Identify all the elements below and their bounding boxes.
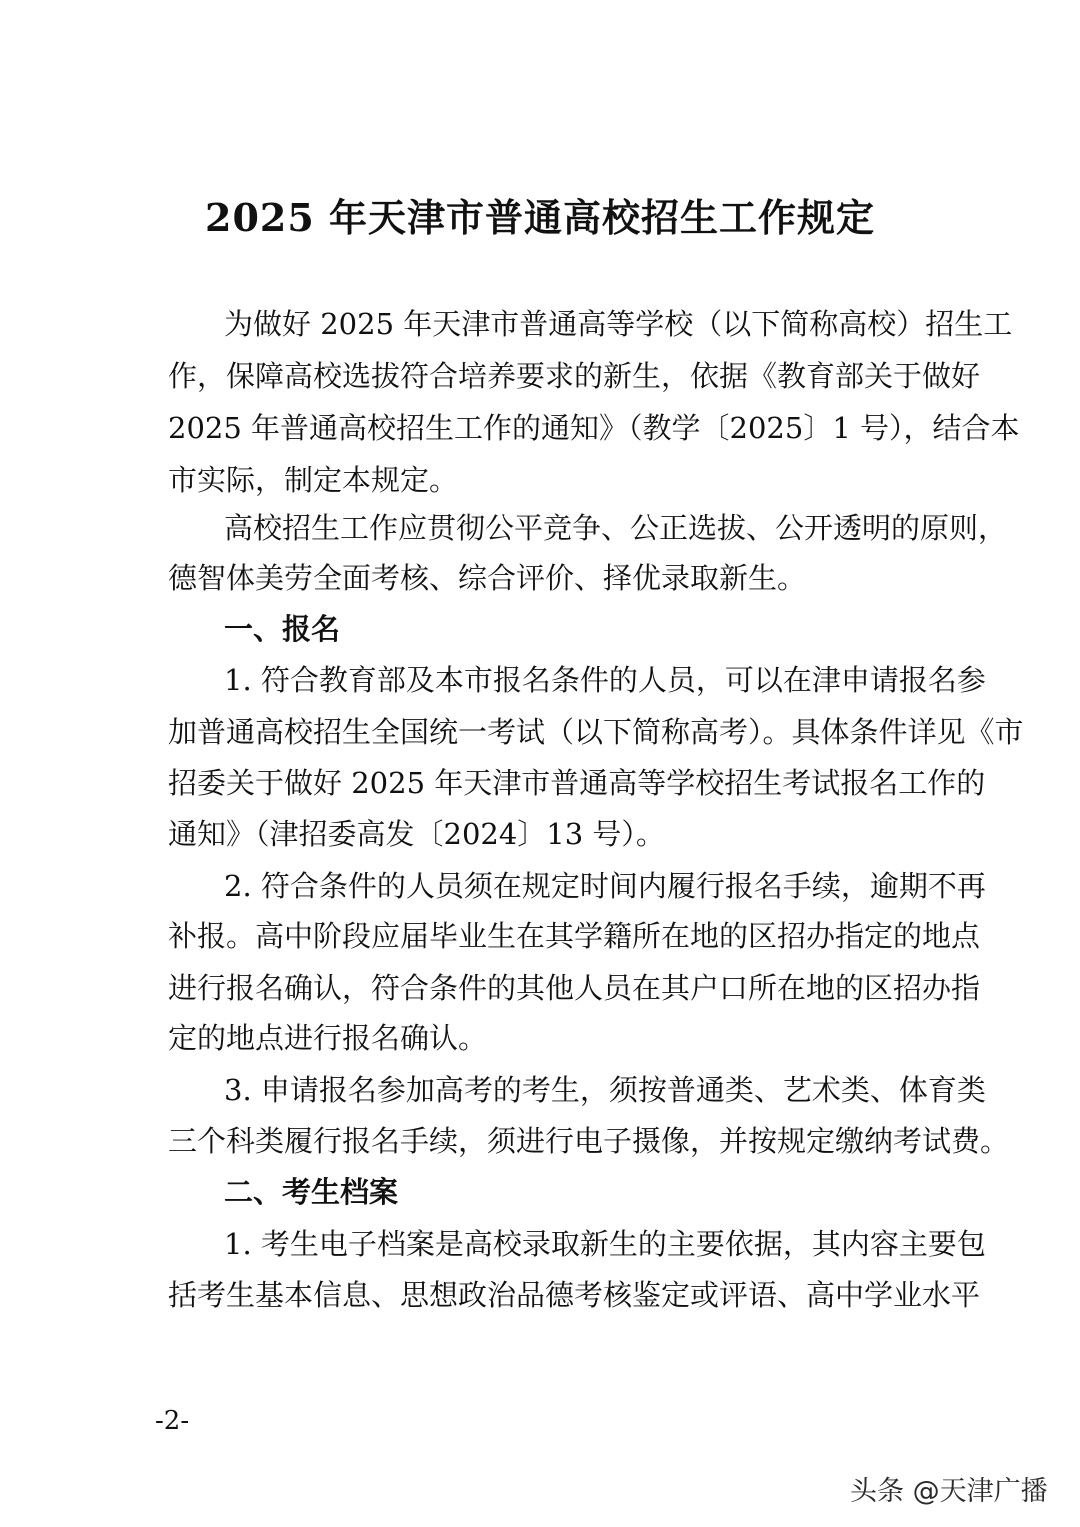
paragraph-line: 加普通高校招生全国统一考试（以下简称高考）。具体条件详见《市 xyxy=(168,715,1024,749)
section-heading: 一、报名 xyxy=(224,612,341,646)
paragraph-line: 1. 符合教育部及本市报名条件的人员，可以在津申请报名参 xyxy=(224,663,986,697)
page-number: -2- xyxy=(155,1406,190,1436)
paragraph-line: 市实际，制定本规定。 xyxy=(168,463,459,497)
section-heading: 二、考生档案 xyxy=(224,1175,399,1209)
paragraph-line: 2. 符合条件的人员须在规定时间内履行报名手续，逾期不再 xyxy=(224,869,986,903)
paragraph-line: 招委关于做好 2025 年天津市普通高等学校招生考试报名工作的 xyxy=(168,766,986,800)
document-title: 2025 年天津市普通高校招生工作规定 xyxy=(205,195,875,240)
paragraph-line: 1. 考生电子档案是高校录取新生的主要依据，其内容主要包 xyxy=(224,1227,986,1261)
source-watermark: 头条 @天津广播 xyxy=(850,1475,1048,1507)
paragraph-line: 高校招生工作应贯彻公平竞争、公正选拔、公开透明的原则， xyxy=(224,511,1008,545)
paragraph-line: 进行报名确认，符合条件的其他人员在其户口所在地的区招办指 xyxy=(168,971,981,1005)
paragraph-line: 定的地点进行报名确认。 xyxy=(168,1021,488,1055)
paragraph-line: 三个科类履行报名手续，须进行电子摄像，并按规定缴纳考试费。 xyxy=(168,1124,1010,1158)
paragraph-line: 补报。高中阶段应届毕业生在其学籍所在地的区招办指定的地点 xyxy=(168,919,981,953)
paragraph-line: 括考生基本信息、思想政治品德考核鉴定或评语、高中学业水平 xyxy=(168,1278,981,1312)
paragraph-line: 通知》（津招委高发〔2024〕13 号）。 xyxy=(168,817,665,851)
paragraph-line: 作，保障高校选拔符合培养要求的新生，依据《教育部关于做好 xyxy=(168,359,981,393)
paragraph-line: 2025 年普通高校招生工作的通知》（教学〔2025〕1 号），结合本 xyxy=(168,411,1020,445)
paragraph-line: 为做好 2025 年天津市普通高等学校（以下简称高校）招生工 xyxy=(224,307,1013,341)
paragraph-line: 德智体美劳全面考核、综合评价、择优录取新生。 xyxy=(168,561,807,595)
paragraph-line: 3. 申请报名参加高考的考生，须按普通类、艺术类、体育类 xyxy=(224,1073,986,1107)
